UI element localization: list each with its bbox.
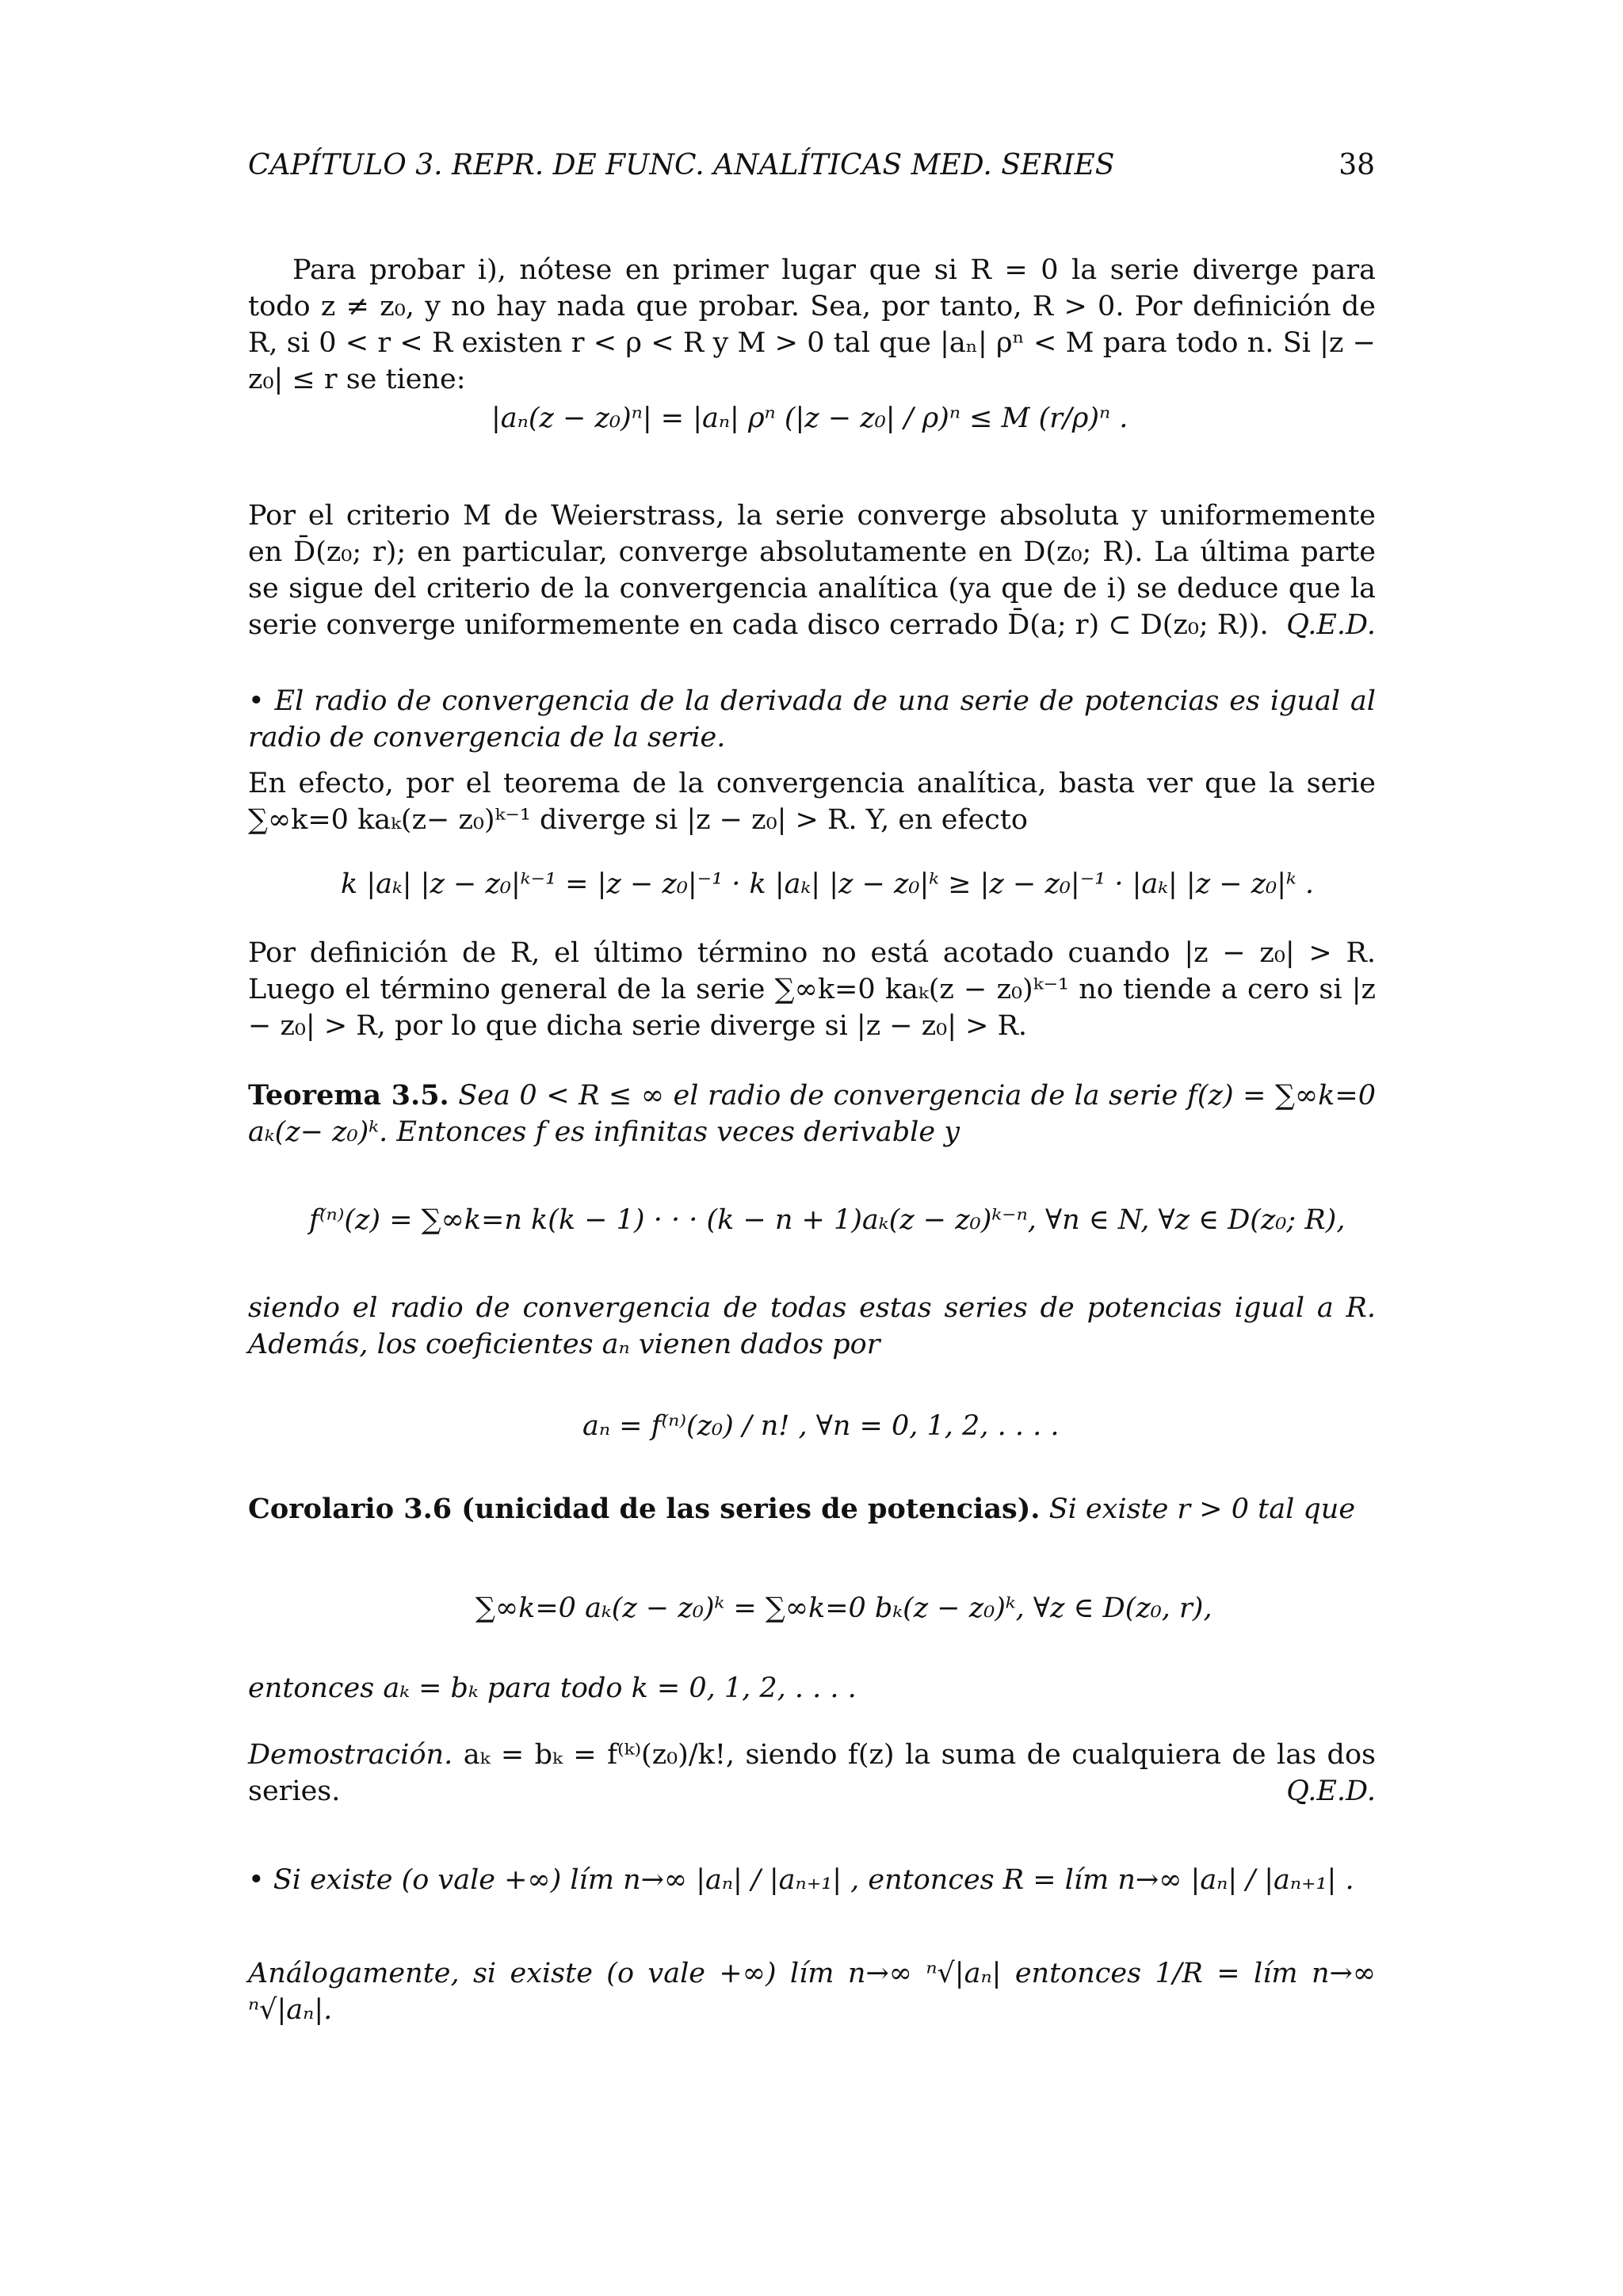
theorem-3-5 [248, 1077, 1376, 1150]
paragraph-3: En efecto, por el teorema de la convergencia analítica, basta ver que la serie ∑∞k=0 kaₖ(z− z₀)ᵏ⁻¹ diverge si |z − z₀| > R. Y, en efecto [248, 768, 1376, 836]
proof-text: Por el criterio M de Weierstrass, la serie converge absoluta y uniformemente en D̄(z₀; r); en particular, converge absolutamente en D(z₀; R). La última parte se sigue del criterio de la convergencia analítica (ya que de i) se deduce que la serie converge uniformemente en cada disco cerrado D̄(a; r) ⊂ D(z₀; R)). [248, 500, 1376, 641]
equation-2: k |aₖ| |z − z₀|ᵏ⁻¹ = |z − z₀|⁻¹ · k |aₖ| |z − z₀|ᵏ ≥ |z − z₀|⁻¹ · |aₖ| |z − z₀|ᵏ . [341, 868, 1315, 900]
demonstration-label: Demostración. [248, 1739, 453, 1771]
corollary-3-6 [248, 1491, 1376, 1527]
corollary-label: Corolario 3.6 (unicidad de las series de potencias). [248, 1493, 1041, 1525]
corollary-statement: Si existe r > 0 tal que [1048, 1493, 1356, 1525]
demonstration [248, 1737, 1376, 1810]
qed-mark-2: Q.E.D. [1286, 1775, 1376, 1807]
bullet-remark-2: • Si existe (o vale +∞) lím n→∞ |aₙ| / |aₙ₊₁| , entonces R = lím n→∞ |aₙ| / |aₙ₊₁| . [248, 1864, 1354, 1896]
theorem-continuation: siendo el radio de convergencia de todas estas series de potencias igual a R. Además, los coeficientes aₙ vienen dados por [248, 1292, 1376, 1360]
equation-4: aₙ = f⁽ⁿ⁾(z₀) / n! , ∀n = 0, 1, 2, . . . . [582, 1410, 1060, 1442]
equation-3: f⁽ⁿ⁾(z) = ∑∞k=n k(k − 1) · · · (k − n + 1)aₖ(z − z₀)ᵏ⁻ⁿ, ∀n ∈ N, ∀z ∈ D(z₀; R), [309, 1204, 1346, 1236]
qed-mark: Q.E.D. [1286, 609, 1376, 641]
bullet-remark-1: • El radio de convergencia de la derivada de una serie de potencias es igual al radio de convergencia de la serie. [248, 685, 1376, 753]
theorem-label: Teorema 3.5. [248, 1079, 449, 1112]
theorem-statement: Sea 0 < R ≤ ∞ el radio de convergencia de la serie f(z) = ∑∞k=0 aₖ(z− z₀)ᵏ. Entonces f es infinitas veces derivable y [248, 1080, 1376, 1148]
proof-paragraph-2 [248, 498, 1376, 643]
paragraph-4: Por definición de R, el último término no está acotado cuando |z − z₀| > R. Luego el término general de la serie ∑∞k=0 kaₖ(z − z₀)ᵏ⁻¹ no tiende a cero si |z − z₀| > R, por lo que dicha serie diverge si |z − z₀| > R. [248, 937, 1376, 1042]
equation-5: ∑∞k=0 aₖ(z − z₀)ᵏ = ∑∞k=0 bₖ(z − z₀)ᵏ, ∀z ∈ D(z₀, r), [475, 1592, 1212, 1624]
corollary-conclusion: entonces aₖ = bₖ para todo k = 0, 1, 2, . . . . [248, 1672, 857, 1704]
demonstration-text: aₖ = bₖ = f⁽ᵏ⁾(z₀)/k!, siendo f(z) la suma de cualquiera de las dos series. [248, 1739, 1376, 1807]
proof-paragraph-1: Para probar i), nótese en primer lugar que si R = 0 la serie diverge para todo z ≠ z₀, y no hay nada que probar. Sea, por tanto, R > 0. Por definición de R, si 0 < r < R existen r < ρ < R y M > 0 tal que |aₙ| ρⁿ < M para todo n. Si |z − z₀| ≤ r se tiene: [248, 254, 1376, 395]
page-number: 38 [1338, 149, 1375, 181]
equation-1: |aₙ(z − z₀)ⁿ| = |aₙ| ρⁿ (|z − z₀| / ρ)ⁿ ≤ M (r/ρ)ⁿ . [491, 402, 1128, 434]
running-header: CAPÍTULO 3. REPR. DE FUNC. ANALÍTICAS MED. SERIES [248, 149, 1115, 181]
paragraph-5: Análogamente, si existe (o vale +∞) lím n→∞ ⁿ√|aₙ| entonces 1/R = lím n→∞ ⁿ√|aₙ|. [248, 1958, 1376, 2026]
